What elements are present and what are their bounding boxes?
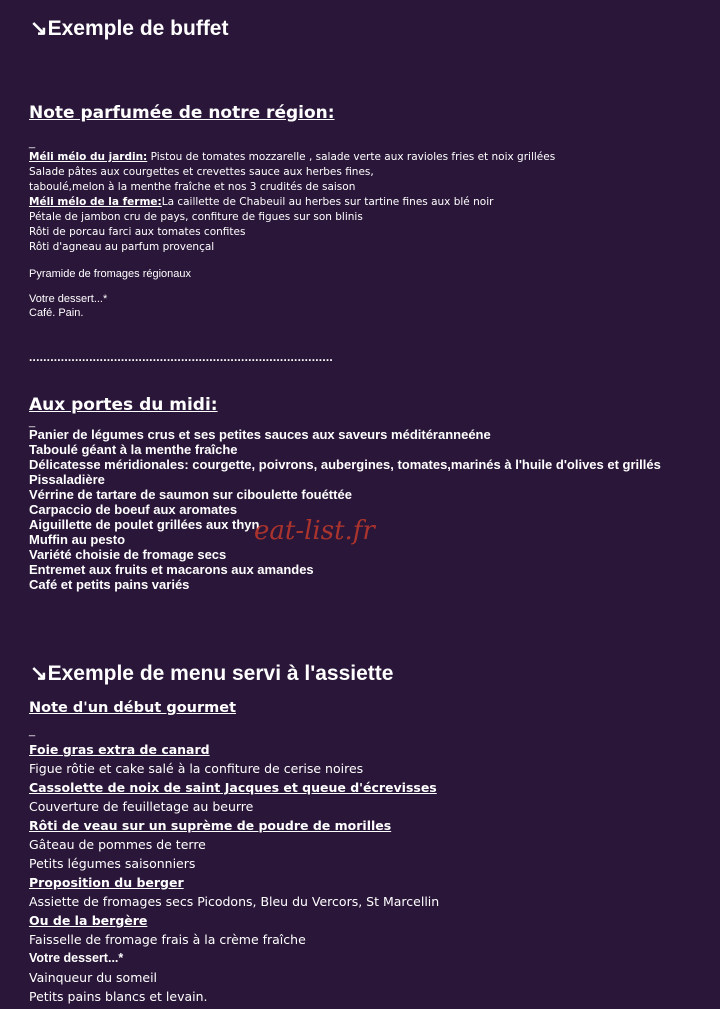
dash: _ <box>29 416 36 428</box>
buffet-title <box>30 16 228 41</box>
dash: _ <box>29 137 36 149</box>
menu-course-item: Assiette de fromages secs Picodons, Bleu du Vercors, St Marcellin <box>29 894 440 909</box>
list-item: Variété choisie de fromage secs <box>29 547 227 562</box>
section-title-region: Note parfumée de notre région: <box>29 103 335 123</box>
list-item: Délicatesse méridionales: courgette, poivrons, aubergines, tomates,marinés à l'huile d'olives et grillés <box>29 457 661 472</box>
menu-course-heading: Ou de la bergère <box>29 913 148 928</box>
menu-line: taboulé,melon à la menthe fraîche et nos 3 crudités de saison <box>29 181 356 193</box>
list-item: Taboulé géant à la menthe fraîche <box>29 442 238 457</box>
menu-line: Salade pâtes aux courgettes et crevettes sauce aux herbes fines, <box>29 166 374 178</box>
list-item: Muffin au pesto <box>29 532 126 547</box>
item-text: Pistou de tomates mozzarelle , salade verte aux ravioles fries et noix grillées <box>147 151 556 163</box>
dessert-line: Votre dessert...* <box>29 293 108 305</box>
separator: ...................................................................................... <box>29 350 333 364</box>
cheese-line: Pyramide de fromages régionaux <box>29 268 192 280</box>
arrow-down-right-icon: ↘ <box>30 662 48 685</box>
section-title-midi: Aux portes du midi: <box>29 395 218 415</box>
menu-course-heading: Cassolette de noix de saint Jacques et queue d'écrevisses <box>29 780 437 795</box>
menu-block-midi <box>29 427 661 592</box>
list-item: Aiguillette de poulet grillées aux thyn <box>29 517 260 532</box>
dash: _ <box>29 725 36 737</box>
menu-line: Pétale de jambon cru de pays, confiture de figues sur son blinis <box>29 211 363 223</box>
menu-line <box>29 150 555 165</box>
list-item: Entremet aux fruits et macarons aux amandes <box>29 562 314 577</box>
menu-course-item: Gâteau de pommes de terre <box>29 837 206 852</box>
menu-course-item: Vainqueur du someil <box>29 970 158 985</box>
menu-course-item: Faisselle de fromage frais à la crème fraîche <box>29 932 306 947</box>
menu-course-heading: Proposition du berger <box>29 875 184 890</box>
menu-course-item: Petits légumes saisonniers <box>29 856 196 871</box>
menu-course-item: Figue rôtie et cake salé à la confiture de cerise noires <box>29 761 364 776</box>
menu-course-item: Couverture de feuilletage au beurre <box>29 799 254 814</box>
menu-course-heading: Rôti de veau sur un suprème de poudre de morilles <box>29 818 392 833</box>
menu-line: Rôti de porcau farci aux tomates confites <box>29 226 246 238</box>
menu-title <box>30 661 393 686</box>
arrow-down-right-icon: ↘ <box>30 17 48 40</box>
menu-title-text: Exemple de menu servi à l'assiette <box>47 662 394 685</box>
menu-subtitle: Note d'un début gourmet <box>29 700 237 716</box>
menu-line <box>29 195 555 210</box>
buffet-title-text: Exemple de buffet <box>47 17 229 40</box>
menu-course-heading: Foie gras extra de canard <box>29 742 210 757</box>
menu-course-item: Votre dessert...* <box>29 951 124 965</box>
menu-items <box>29 740 439 1006</box>
item-text: La caillette de Chabeuil au herbes sur tartine fines aux blé noir <box>161 196 494 208</box>
list-item: Panier de légumes crus et ses petites sauces aux saveurs méditéranneéne <box>29 427 491 442</box>
list-item: Pissaladière <box>29 472 105 487</box>
coffee-line: Café. Pain. <box>29 307 84 319</box>
watermark: eat-list.fr <box>254 516 375 546</box>
menu-line: Rôti d'agneau au parfum provençal <box>29 241 215 253</box>
menu-course-item: Petits pains blancs et levain. <box>29 989 208 1004</box>
item-label: Méli mélo du jardin: <box>29 151 148 163</box>
list-item: Carpaccio de boeuf aux aromates <box>29 502 238 517</box>
list-item: Café et petits pains variés <box>29 577 190 592</box>
list-item: Vérrine de tartare de saumon sur ciboulette fouéttée <box>29 487 352 502</box>
item-label: Méli mélo de la ferme: <box>29 196 162 208</box>
menu-block-region <box>29 150 555 255</box>
